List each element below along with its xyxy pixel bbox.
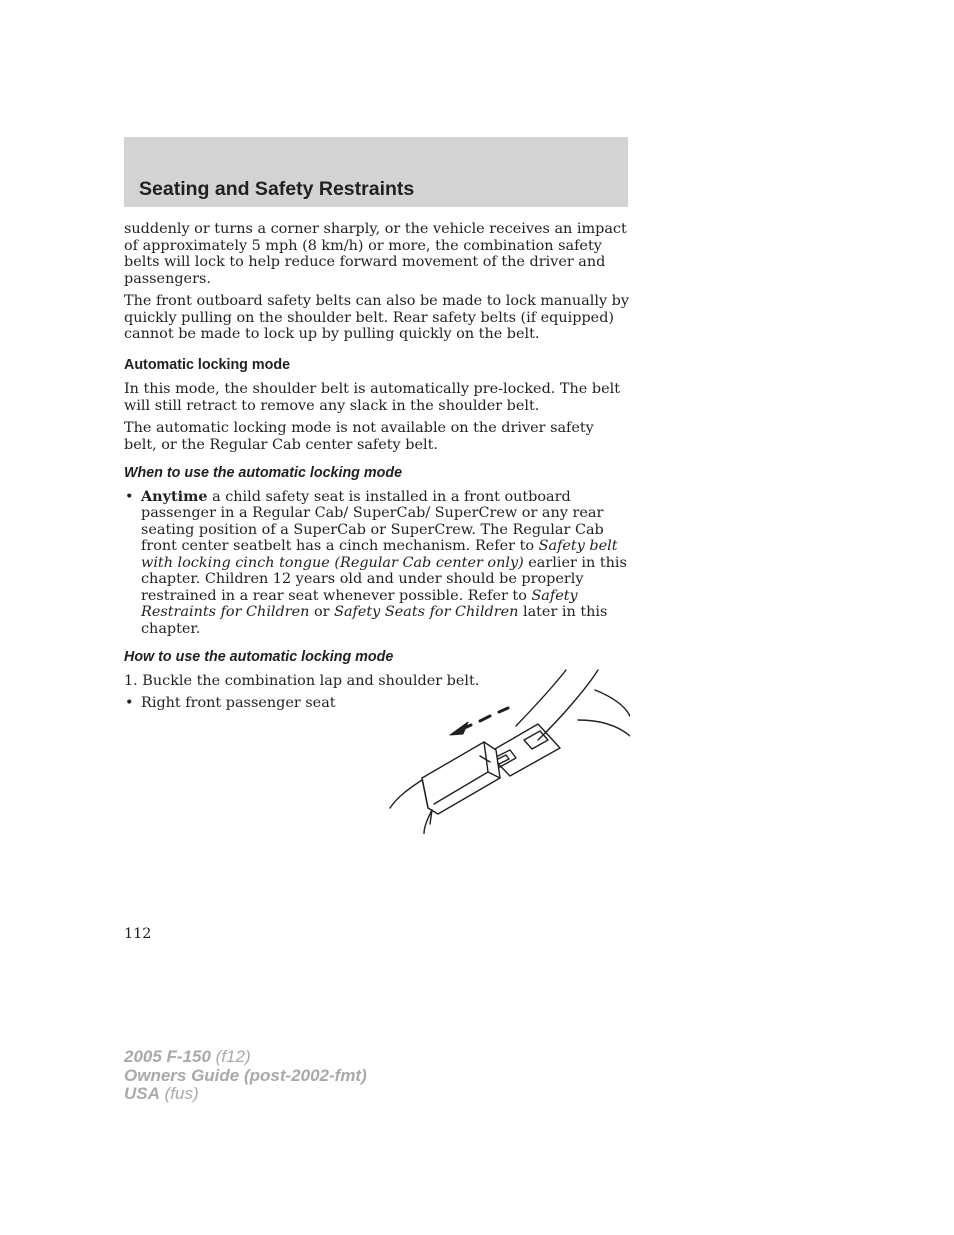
footer-guide: Owners Guide (post-2002-fmt) bbox=[124, 1065, 367, 1085]
footer-model-code: (f12) bbox=[210, 1047, 251, 1066]
reference-cinch-tongue: Safety belt with locking cinch tongue (Regular Cab center only) bbox=[141, 538, 618, 571]
bullet-anytime-text-3: or bbox=[309, 604, 335, 620]
section-title: Seating and Safety Restraints bbox=[139, 178, 415, 200]
buckle-body bbox=[422, 742, 500, 814]
paragraph-manual-lock: The front outboard safety belts can also be made to lock manually by quickly pulling on the shoulder belt. Rear safety belts (if equipped) cannot be made to lock up by pulling quickly on the belt. bbox=[124, 293, 630, 342]
bullet-right-front-seat-text: Right front passenger seat bbox=[141, 695, 336, 711]
bullet-anytime bbox=[124, 489, 630, 638]
footer-market-code: (fus) bbox=[159, 1084, 199, 1103]
bullet-anytime-text-4: later in this chapter. bbox=[141, 604, 608, 637]
page-number: 112 bbox=[124, 926, 152, 942]
footer-line-market bbox=[124, 1085, 367, 1104]
direction-arrow-dashes bbox=[460, 708, 508, 730]
buckle-stalk-upper bbox=[390, 780, 422, 808]
belt-strap-lower-edge bbox=[578, 720, 630, 736]
reference-safety-seats: Safety Seats for Children bbox=[334, 604, 519, 620]
heading-when-to-use: When to use the automatic locking mode bbox=[124, 465, 403, 481]
footer-market: USA bbox=[124, 1084, 160, 1103]
step-buckle-belt: 1. Buckle the combination lap and shoulder belt. bbox=[124, 672, 480, 689]
belt-strap-right-edge bbox=[538, 670, 598, 740]
paragraph-availability: The automatic locking mode is not available on the driver safety belt, or the Regular Cab center safety belt. bbox=[124, 420, 594, 453]
belt-strap-curl bbox=[595, 690, 630, 716]
document-footer bbox=[124, 1048, 367, 1104]
bullet-anytime-text-1: a child safety seat is installed in a front outboard passenger in a Regular Cab/ SuperCab/ SuperCrew or any rear seating position of a SuperCab or SuperCrew. The Regular Cab front center seatbelt has a cinch mechanism. Refer to bbox=[141, 488, 604, 554]
bullet-dot: • bbox=[125, 488, 134, 505]
seatbelt-buckle-illustration bbox=[388, 668, 630, 834]
paragraph-lock-conditions: suddenly or turns a corner sharply, or the vehicle receives an impact of approximately 5 mph (8 km/h) or more, the combination safety belts will lock to help reduce forward movement of the driver and passengers. bbox=[124, 221, 627, 287]
bullet-anytime-bold: Anytime bbox=[141, 487, 208, 505]
belt-strap-left-edge bbox=[516, 670, 566, 726]
footer-model: 2005 F-150 bbox=[124, 1047, 211, 1066]
reference-restraints-for-children: Safety Restraints for Children bbox=[141, 587, 578, 620]
page-content bbox=[124, 221, 630, 718]
direction-arrow-head bbox=[450, 722, 468, 735]
footer-line-model bbox=[124, 1048, 367, 1067]
heading-automatic-locking-mode: Automatic locking mode bbox=[124, 356, 291, 373]
section-header-band bbox=[124, 137, 628, 207]
heading-how-to-use: How to use the automatic locking mode bbox=[124, 649, 394, 665]
paragraph-mode-description: In this mode, the shoulder belt is automatically pre-locked. The belt will still retract to remove any slack in the shoulder belt. bbox=[124, 381, 621, 414]
bullet-dot: • bbox=[125, 695, 134, 711]
bullet-anytime-text-2: earlier in this chapter. Children 12 years old and under should be properly restrained in a rear seat whenever possible. Refer to bbox=[141, 554, 627, 604]
